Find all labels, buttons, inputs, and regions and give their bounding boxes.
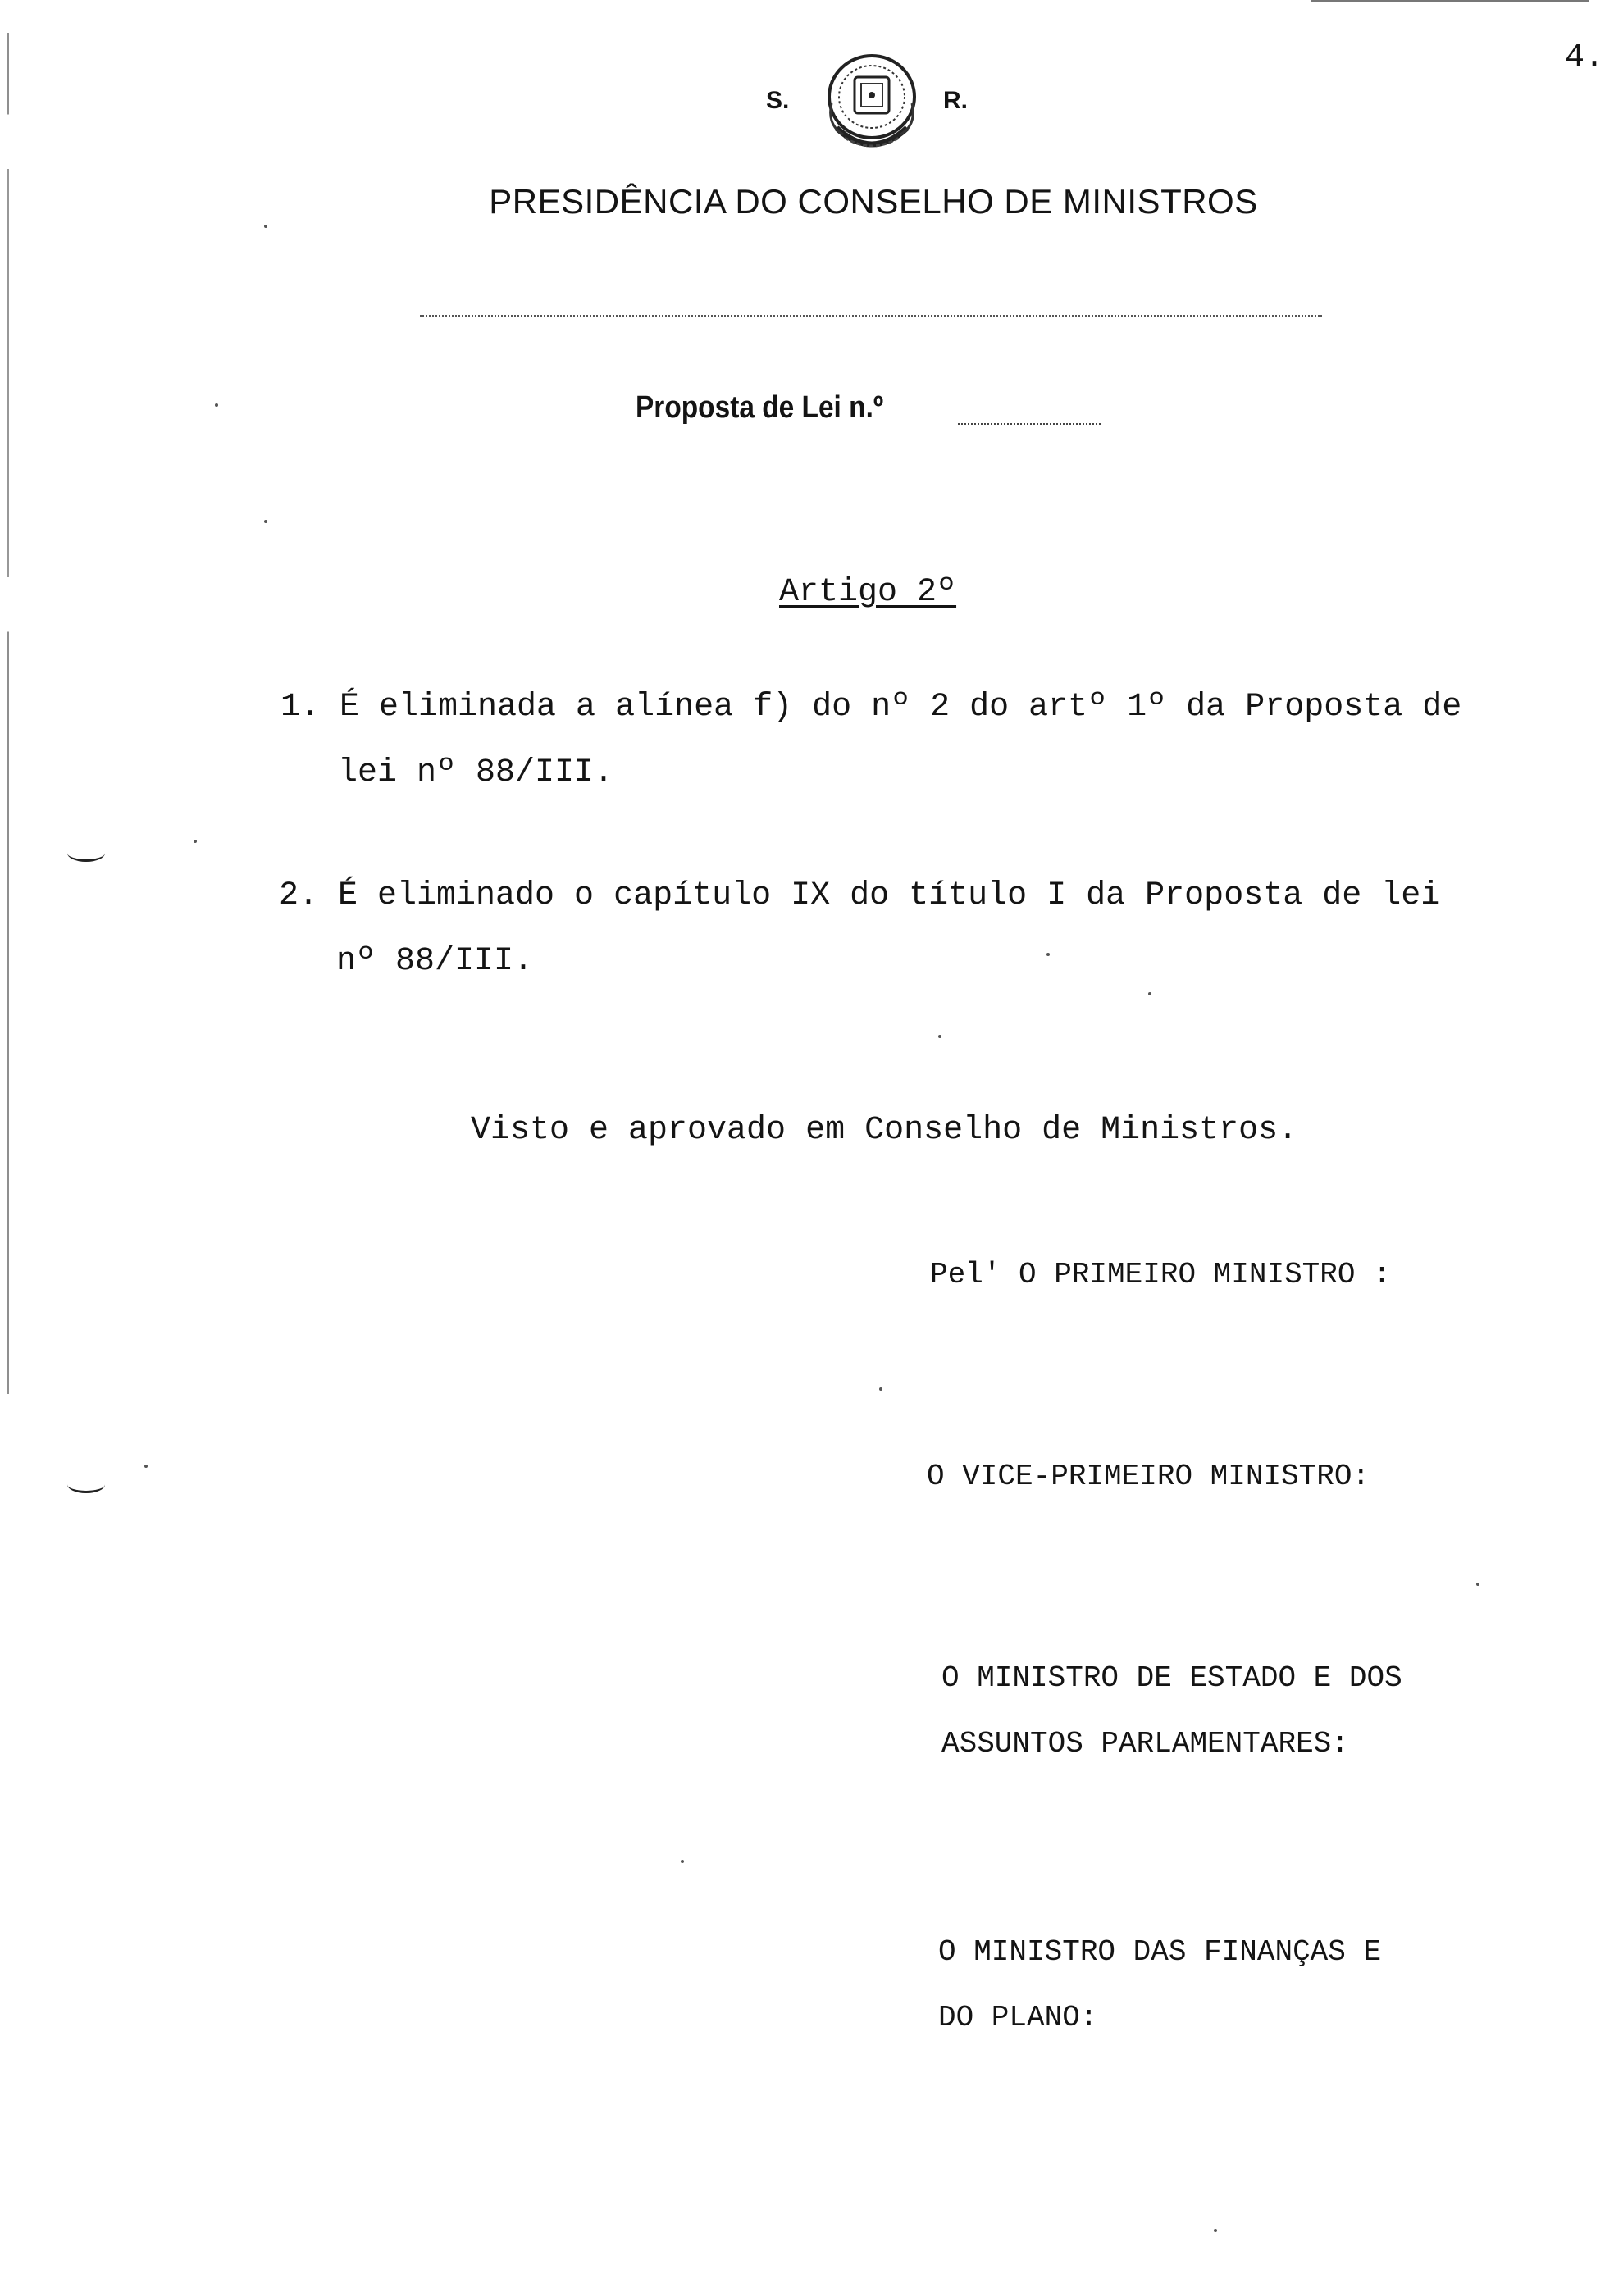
item-1-line-2: lei nº 88/III. xyxy=(338,754,614,791)
signatory-minister-finance-line-2: DO PLANO: xyxy=(938,2001,1098,2034)
scan-speck xyxy=(938,1035,942,1038)
scan-speck xyxy=(1214,2229,1217,2232)
coat-of-arms-icon xyxy=(820,46,923,159)
letterhead-r: R. xyxy=(943,87,968,114)
page-number: 4. xyxy=(1564,39,1604,76)
article-heading: Artigo 2º xyxy=(779,574,957,611)
signatory-vice-prime-minister: O VICE-PRIMEIRO MINISTRO: xyxy=(927,1460,1370,1493)
item-1-line-1: 1. É eliminada a alínea f) do nº 2 do artº 1º da Proposta de xyxy=(280,689,1462,726)
scan-speck xyxy=(1476,1583,1480,1586)
punch-hole-mark xyxy=(67,845,105,862)
approval-statement: Visto e aprovado em Conselho de Ministros. xyxy=(471,1112,1298,1149)
proposta-number-blank xyxy=(958,423,1101,425)
signatory-prime-minister: Pel' O PRIMEIRO MINISTRO : xyxy=(930,1258,1391,1292)
scan-speck xyxy=(1148,992,1151,995)
institution-title: PRESIDÊNCIA DO CONSELHO DE MINISTROS xyxy=(489,182,1258,221)
item-2-line-1: 2. É eliminado o capítulo IX do título I da Proposta de lei xyxy=(279,877,1441,914)
letterhead-s: S. xyxy=(766,87,790,114)
item-2-line-2: nº 88/III. xyxy=(336,943,534,980)
scan-speck xyxy=(1046,953,1050,956)
proposta-label: Proposta de Lei n.º xyxy=(636,390,884,425)
scan-speck xyxy=(194,840,197,843)
signatory-minister-state-line-2: ASSUNTOS PARLAMENTARES: xyxy=(942,1727,1349,1761)
scan-speck xyxy=(264,520,267,523)
top-edge-rule xyxy=(1311,0,1589,2)
signatory-minister-state-line-1: O MINISTRO DE ESTADO E DOS xyxy=(942,1661,1402,1695)
scan-speck xyxy=(879,1387,882,1391)
scan-speck xyxy=(144,1465,148,1468)
binding-edge xyxy=(7,33,9,1394)
scan-speck xyxy=(264,225,267,228)
scan-speck xyxy=(215,403,218,407)
dotted-separator xyxy=(420,315,1322,317)
punch-hole-mark xyxy=(67,1476,105,1493)
signatory-minister-finance-line-1: O MINISTRO DAS FINANÇAS E xyxy=(938,1935,1382,1969)
scan-speck xyxy=(681,1860,684,1863)
